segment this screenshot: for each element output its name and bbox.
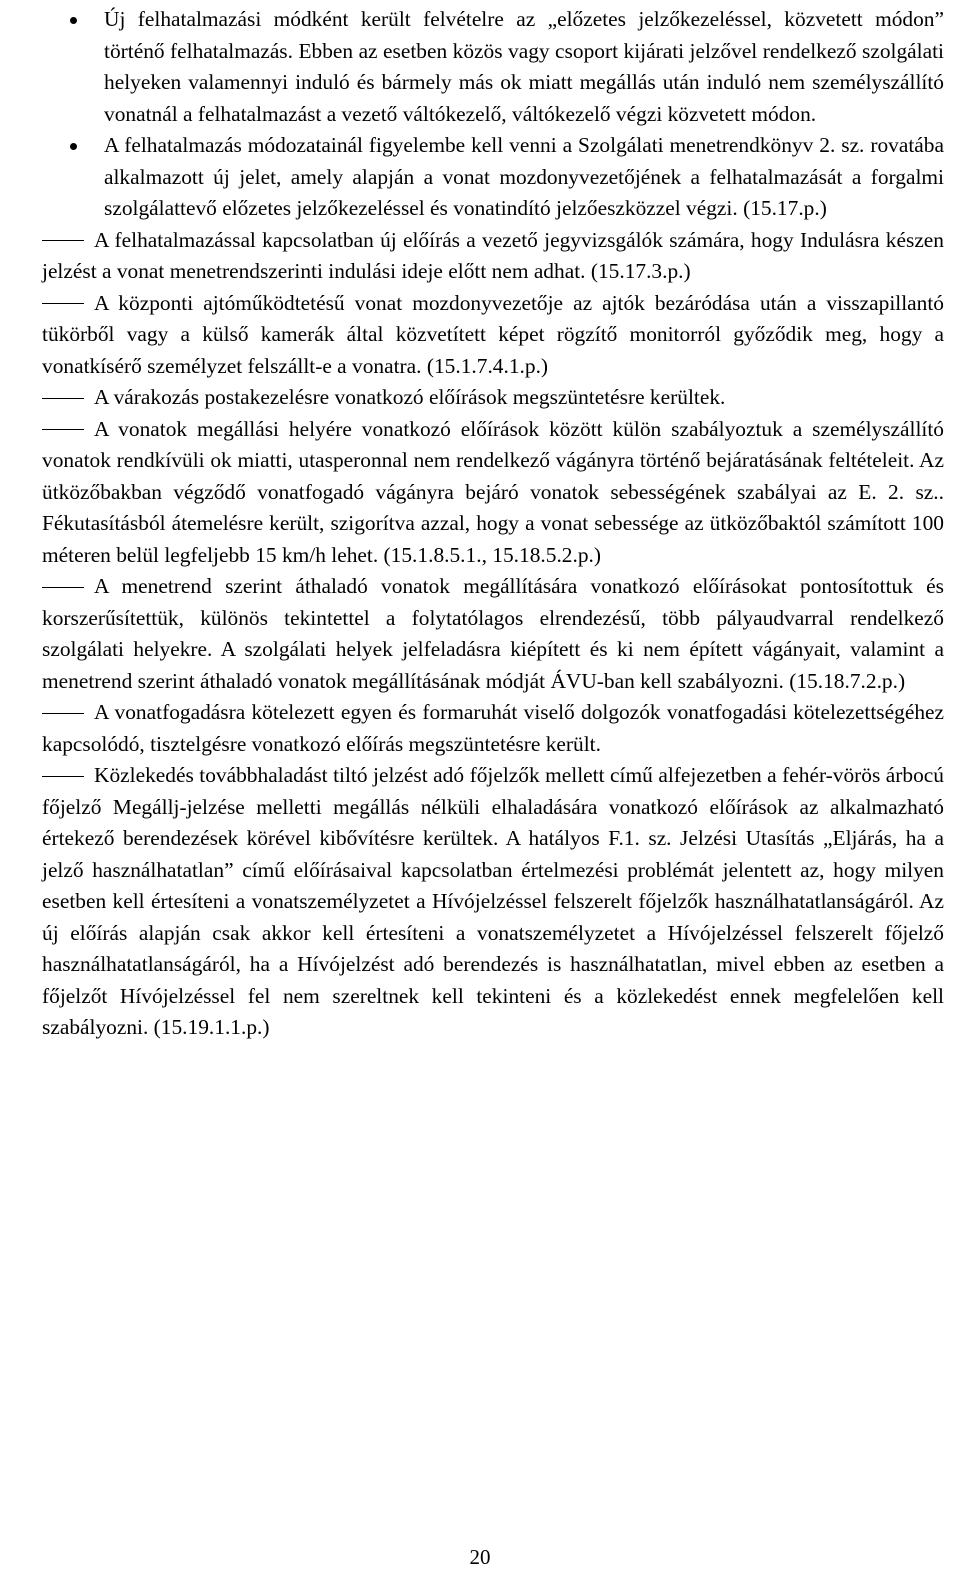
- dash-item: [42, 760, 944, 1044]
- dash-item: [42, 288, 944, 383]
- dash-text: A felhatalmazással kapcsolatban új előírás a vezető jegyvizsgálók számára, hogy Indulásra készen jelzést a vonat menetrendszerinti indulási ideje előtt nem adhat. (15.17.3.p.): [42, 227, 944, 283]
- bullet-dot-icon: [70, 17, 77, 24]
- dash-text: A menetrend szerint áthaladó vonatok megállítására vonatkozó előírásokat pontosítottuk és korszerűsítettük, különös tekintettel a folytatólagos elrendezésű, több pályaudvarral rendelkező szolgálati helyekre. A szolgálati helyek jelfeladásra kiépített és ki nem épített vágányait, valamint a menetrend szerint áthaladó vonatok megállításának módját ÁVU-ban kell szabályozni. (15.18.7.2.p.): [42, 574, 944, 693]
- bullet-text: A felhatalmazás módozatainál figyelembe kell venni a Szolgálati menetrendkönyv 2. sz. rovatába alkalmazott új jelet, amely alapján a vonat mozdonyvezetőjének a felhatalmazását a forgalmi szolgálattevő előzetes jelzőkezeléssel és vonatindító jelzőeszközzel végzi. (15.17.p.): [104, 133, 944, 220]
- dash-icon: [42, 587, 84, 588]
- dash-text: Közlekedés továbbhaladást tiltó jelzést adó főjelzők mellett című alfejezetben a fehér-vörös árbocú főjelző Megállj-jelzése melletti megállás nélküli elhaladására vonatkozó előírások az alkalmazható értekező berendezések körével kibővítésre kerültek. A hatályos F.1. sz. Jelzési Utasítás „Eljárás, ha a jelző használhatatlan” című előírásaival kapcsolatban értelmezési problémát jelentett az, hogy milyen esetben kell értesíteni a vonatszemélyzetet a Hívójelzéssel felszerelt főjelzők használhatatlanságáról. Az új előírás alapján csak akkor kell értesíteni a vonatszemélyzetet a Hívójelzéssel felszerelt főjelző használhatatlanságáról, ha a Hívójelzést adó berendezés is használhatatlan, mivel ebben az esetben a főjelzőt Hívójelzéssel fel nem szereltnek kell tekinteni és a közlekedést ennek megfelelően kell szabályozni. (15.19.1.1.p.): [42, 763, 944, 1039]
- bullet-item: [104, 130, 944, 225]
- dash-icon: [42, 240, 84, 241]
- dash-icon: [42, 713, 84, 714]
- document-body: [42, 4, 944, 1044]
- dash-text: A vonatfogadásra kötelezett egyen és formaruhát viselő dolgozók vonatfogadási kötelezettségéhez kapcsolódó, tisztelgésre vonatkozó előírás megszüntetésre került.: [42, 700, 944, 756]
- bullet-text: Új felhatalmazási módként került felvételre az „előzetes jelzőkezeléssel, közvetett módon” történő felhatalmazás. Ebben az esetben közös vagy csoport kijárati jelzővel rendelkező szolgálati helyeken valamennyi induló és bármely más ok miatt megállás után induló nem személyszállító vonatnál a felhatalmazást a vezető váltókezelő, váltókezelő végzi közvetett módon.: [104, 7, 944, 126]
- dash-item: [42, 697, 944, 760]
- dash-icon: [42, 429, 84, 430]
- page-number: 20: [469, 1545, 491, 1569]
- dash-item: [42, 225, 944, 288]
- dash-text: A vonatok megállási helyére vonatkozó előírások között külön szabályoztuk a személyszállító vonatok rendkívüli ok miatti, utasperonnal nem rendelkező vágányra történő bejáratásának feltételeit. Az ütközőbakban végződő vonatfogadó vágányra bejáró vonatok sebességének szabályai az E. 2. sz.. Fékutasításból átemelésre került, szigorítva azzal, hogy a vonat sebessége az ütközőbaktól számított 100 méteren belül legfeljebb 15 km/h lehet. (15.1.8.5.1., 15.18.5.2.p.): [42, 416, 944, 567]
- dash-item: [42, 414, 944, 572]
- bullet-item: [104, 4, 944, 130]
- dash-icon: [42, 776, 84, 777]
- dash-icon: [42, 398, 84, 399]
- dash-item: [42, 382, 944, 414]
- dash-icon: [42, 303, 84, 304]
- dash-text: A várakozás postakezelésre vonatkozó előírások megszüntetésre kerültek.: [94, 385, 726, 409]
- bullet-dot-icon: [70, 143, 77, 150]
- dash-item: [42, 571, 944, 697]
- dash-text: A központi ajtóműködtetésű vonat mozdonyvezetője az ajtók bezáródása után a visszapillantó tükörből vagy a külső kamerák által közvetített képet rögzítő monitorról győződik meg, hogy a vonatkísérő személyzet felszállt-e a vonatra. (15.1.7.4.1.p.): [42, 290, 944, 378]
